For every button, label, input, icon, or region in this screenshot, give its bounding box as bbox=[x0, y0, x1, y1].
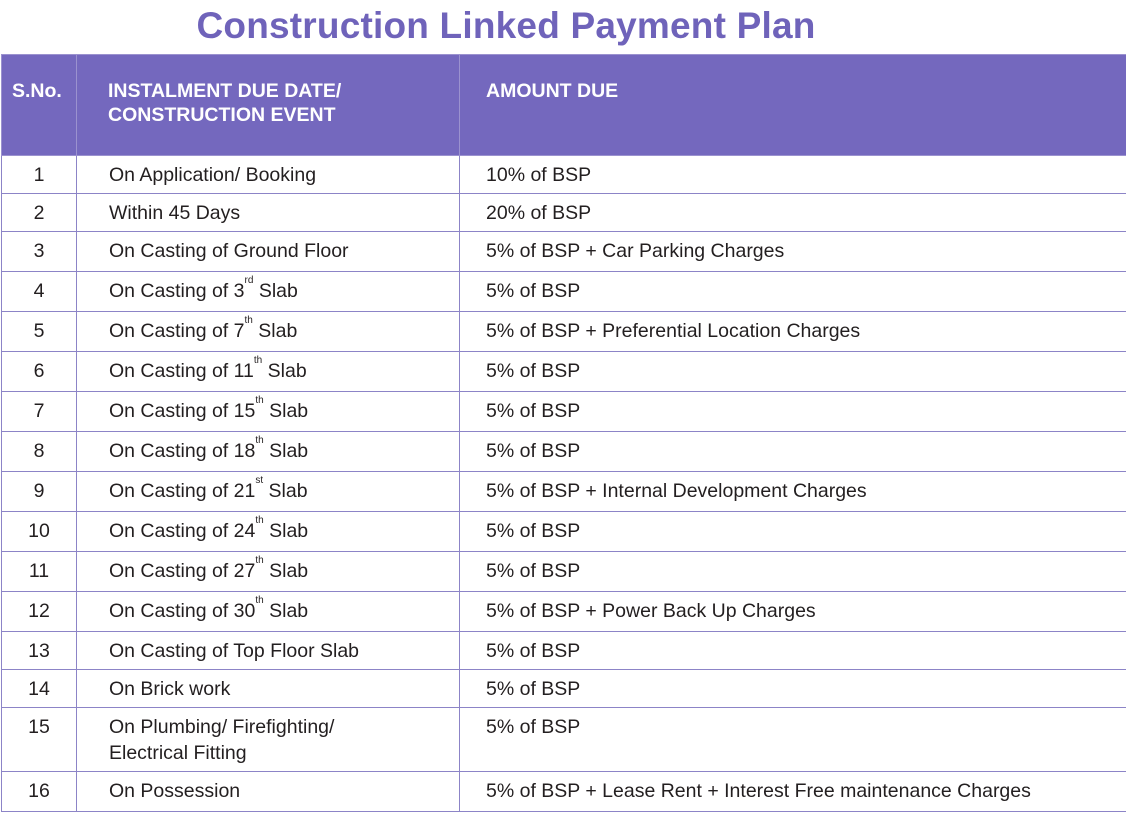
table-row bbox=[2, 272, 1126, 312]
cell-amount bbox=[460, 392, 1126, 432]
cell-event-text-suffix: Slab bbox=[252, 320, 298, 342]
cell-event-text: On Brick work bbox=[109, 678, 231, 700]
cell-amount-text: 5% of BSP bbox=[486, 560, 581, 582]
cell-amount-text: 5% of BSP + Preferential Location Charges bbox=[486, 320, 861, 342]
cell-amount-text: 5% of BSP bbox=[486, 716, 581, 738]
cell-event-text-suffix: Slab bbox=[263, 520, 309, 542]
cell-amount bbox=[460, 708, 1126, 772]
cell-sno bbox=[2, 552, 77, 592]
cell-event-ordinal-suffix: th bbox=[244, 315, 253, 326]
cell-event-text-suffix: Slab bbox=[263, 400, 309, 422]
cell-event-ordinal-suffix: th bbox=[255, 555, 264, 566]
cell-amount bbox=[460, 670, 1126, 708]
cell-amount-text: 5% of BSP bbox=[486, 520, 581, 542]
cell-sno-text: 5 bbox=[33, 320, 45, 342]
cell-sno bbox=[2, 472, 77, 512]
cell-sno-text: 12 bbox=[28, 600, 50, 622]
table-row bbox=[2, 512, 1126, 552]
cell-event bbox=[77, 670, 460, 708]
cell-event-text-suffix: Slab bbox=[262, 360, 307, 382]
cell-amount-text: 10% of BSP bbox=[486, 164, 592, 186]
cell-amount bbox=[460, 312, 1126, 352]
cell-sno bbox=[2, 432, 77, 472]
cell-event-ordinal-suffix: th bbox=[255, 395, 264, 406]
cell-event bbox=[77, 772, 460, 812]
cell-event-ordinal-suffix: th bbox=[255, 515, 264, 526]
cell-amount-text: 5% of BSP bbox=[486, 640, 581, 662]
column-header-event-line1: INSTALMENT DUE DATE/ bbox=[108, 80, 342, 102]
cell-event bbox=[77, 472, 460, 512]
page-title: Construction Linked Payment Plan bbox=[196, 5, 816, 46]
table-row bbox=[2, 232, 1126, 272]
cell-amount bbox=[460, 512, 1126, 552]
column-header-event-line2: CONSTRUCTION EVENT bbox=[108, 104, 336, 126]
cell-amount-text: 5% of BSP bbox=[486, 360, 581, 382]
cell-sno bbox=[2, 632, 77, 670]
cell-amount-text: 5% of BSP bbox=[486, 678, 581, 700]
column-header-amount: AMOUNT DUE bbox=[460, 55, 1126, 156]
cell-event bbox=[77, 352, 460, 392]
cell-amount bbox=[460, 272, 1126, 312]
cell-sno-text: 1 bbox=[33, 164, 45, 186]
cell-sno-text: 8 bbox=[33, 440, 45, 462]
cell-event bbox=[77, 708, 460, 772]
cell-sno-text: 16 bbox=[28, 780, 50, 802]
cell-event-text: On Casting of 27 bbox=[109, 560, 256, 582]
cell-event-event-line2: Electrical Fitting bbox=[109, 742, 247, 764]
cell-amount-text: 5% of BSP + Car Parking Charges bbox=[486, 240, 785, 262]
table-row bbox=[2, 472, 1126, 512]
cell-event bbox=[77, 552, 460, 592]
cell-sno bbox=[2, 312, 77, 352]
cell-event-text-suffix: Slab bbox=[263, 440, 309, 462]
cell-sno-text: 15 bbox=[28, 716, 50, 738]
cell-sno bbox=[2, 392, 77, 432]
cell-sno-text: 2 bbox=[33, 202, 45, 224]
table-row bbox=[2, 392, 1126, 432]
payment-plan-table bbox=[1, 54, 1126, 812]
cell-event-text: On Casting of 7 bbox=[109, 320, 245, 342]
cell-sno-text: 13 bbox=[28, 640, 50, 662]
cell-sno bbox=[2, 592, 77, 632]
column-header-sno: S.No. bbox=[2, 55, 77, 156]
cell-sno-text: 11 bbox=[28, 560, 50, 582]
table-row bbox=[2, 194, 1126, 232]
cell-sno-text: 7 bbox=[33, 400, 45, 422]
table-row bbox=[2, 432, 1126, 472]
cell-event-text: On Casting of 21 bbox=[109, 480, 256, 502]
cell-event-ordinal-suffix: rd bbox=[244, 275, 254, 286]
cell-event-text: On Application/ Booking bbox=[109, 164, 317, 186]
cell-event-text: On Casting of 15 bbox=[109, 400, 256, 422]
cell-amount-text: 5% of BSP + Internal Development Charges bbox=[486, 480, 867, 502]
cell-sno bbox=[2, 708, 77, 772]
cell-event bbox=[77, 194, 460, 232]
cell-sno bbox=[2, 352, 77, 392]
cell-sno bbox=[2, 232, 77, 272]
cell-event-text: On Casting of Top Floor Slab bbox=[109, 640, 360, 662]
cell-amount-text: 5% of BSP bbox=[486, 440, 581, 462]
table-row bbox=[2, 708, 1126, 772]
cell-event bbox=[77, 512, 460, 552]
table-header-row bbox=[2, 55, 1126, 156]
cell-amount bbox=[460, 156, 1126, 194]
cell-event-text: Within 45 Days bbox=[109, 202, 241, 224]
cell-amount-text: 5% of BSP + Lease Rent + Interest Free maintenance Charges bbox=[486, 780, 1031, 802]
cell-event-text: On Casting of 30 bbox=[109, 600, 256, 622]
cell-event bbox=[77, 432, 460, 472]
cell-event bbox=[77, 156, 460, 194]
cell-sno-text: 6 bbox=[33, 360, 45, 382]
cell-amount bbox=[460, 432, 1126, 472]
cell-event bbox=[77, 232, 460, 272]
cell-event-text: On Casting of 18 bbox=[109, 440, 256, 462]
cell-event-ordinal-suffix: th bbox=[255, 595, 264, 606]
cell-sno bbox=[2, 670, 77, 708]
cell-sno-text: 4 bbox=[33, 280, 45, 302]
cell-event bbox=[77, 592, 460, 632]
cell-amount-text: 20% of BSP bbox=[486, 202, 592, 224]
cell-event-text: On Casting of 24 bbox=[109, 520, 256, 542]
cell-amount-text: 5% of BSP bbox=[486, 400, 581, 422]
cell-amount bbox=[460, 632, 1126, 670]
cell-event bbox=[77, 272, 460, 312]
cell-event-text: On Casting of 11 bbox=[109, 360, 254, 382]
cell-sno bbox=[2, 772, 77, 812]
table-row bbox=[2, 352, 1126, 392]
cell-amount bbox=[460, 772, 1126, 812]
table-row bbox=[2, 670, 1126, 708]
cell-sno bbox=[2, 512, 77, 552]
cell-amount-text: 5% of BSP + Power Back Up Charges bbox=[486, 600, 816, 622]
cell-amount-text: 5% of BSP bbox=[486, 280, 581, 302]
cell-sno-text: 3 bbox=[33, 240, 45, 262]
table-row bbox=[2, 772, 1126, 812]
table-row bbox=[2, 312, 1126, 352]
cell-amount bbox=[460, 194, 1126, 232]
cell-sno bbox=[2, 194, 77, 232]
cell-sno-text: 14 bbox=[28, 678, 50, 700]
cell-event-text-suffix: Slab bbox=[263, 480, 308, 502]
cell-amount bbox=[460, 592, 1126, 632]
cell-event-text-suffix: Slab bbox=[263, 560, 309, 582]
cell-amount bbox=[460, 552, 1126, 592]
table-row bbox=[2, 552, 1126, 592]
cell-sno-text: 10 bbox=[28, 520, 50, 542]
cell-event bbox=[77, 632, 460, 670]
cell-event-event-line1: On Plumbing/ Firefighting/ bbox=[109, 716, 335, 738]
cell-sno-text: 9 bbox=[33, 480, 45, 502]
table-row bbox=[2, 156, 1126, 194]
cell-event bbox=[77, 392, 460, 432]
table-row bbox=[2, 632, 1126, 670]
cell-event-text: On Casting of Ground Floor bbox=[109, 240, 349, 262]
cell-amount bbox=[460, 232, 1126, 272]
cell-amount bbox=[460, 472, 1126, 512]
cell-event-text: On Possession bbox=[109, 780, 241, 802]
cell-event-text: On Casting of 3 bbox=[109, 280, 245, 302]
table-row bbox=[2, 592, 1126, 632]
cell-sno bbox=[2, 272, 77, 312]
cell-event bbox=[77, 312, 460, 352]
cell-sno bbox=[2, 156, 77, 194]
cell-event-ordinal-suffix: th bbox=[255, 435, 264, 446]
cell-event-ordinal-suffix: th bbox=[253, 355, 263, 366]
cell-event-text-suffix: Slab bbox=[253, 280, 298, 302]
cell-amount bbox=[460, 352, 1126, 392]
column-header-event bbox=[77, 55, 460, 156]
cell-event-ordinal-suffix: st bbox=[255, 475, 264, 486]
cell-event-text-suffix: Slab bbox=[263, 600, 309, 622]
